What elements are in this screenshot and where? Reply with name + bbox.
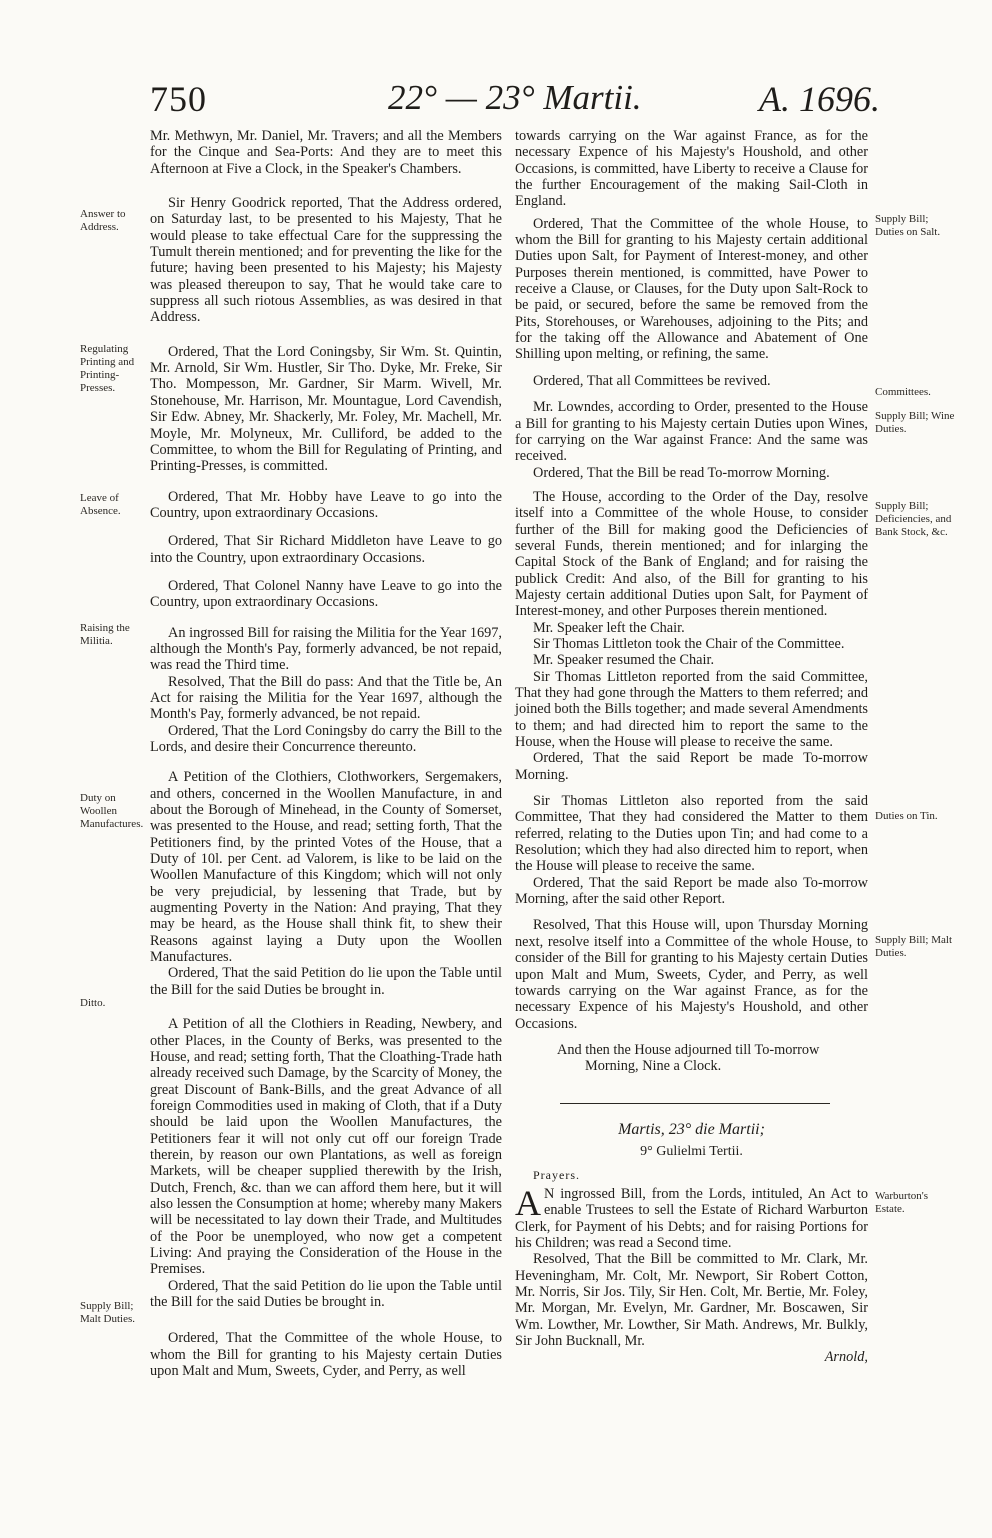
left-paragraph: Ordered, That the Committee of the whole House, to whom the Bill for granting to his Majesty certain Duties upon Malt and Mum, Sweets, Cyder, and Perry, as well	[150, 1330, 502, 1380]
left-paragraph: Ordered, That Colonel Nanny have Leave to go into the Country, upon extraordinary Occasions.	[150, 577, 502, 611]
margin-note-raising-militia: Raising the Militia.	[80, 622, 130, 647]
margin-note-duties-on-tin: Duties on Tin.	[875, 810, 938, 822]
right-paragraph: Ordered, That the Committee of the whole House, to whom the Bill for granting to his Majesty certain additional Duties upon Salt, for Payment of Interest-money, and other Purposes therein mentioned, is committed, have Power to receive a Clause, or Clauses, for the Duty upon Salt-Rock to be paid, or secured, before the same be removed from the Pits, Storehouses, or Warehouses, adjoining to the Pits; and for the taking off the Allowance and Abatement of One Shilling upon melting, or refining, the same.	[515, 215, 868, 363]
adjournment: And then the House adjourned till To-morrow Morning, Nine a Clock.	[557, 1041, 820, 1075]
right-column	[515, 128, 868, 1085]
margin-note-supply-bill-wine: Supply Bill; Wine Duties.	[875, 410, 955, 435]
right-paragraph: Mr. Speaker left the Chair.	[533, 619, 685, 636]
right-paragraph: Ordered, That all Committees be revived.	[533, 372, 771, 389]
right-paragraph: Sir Thomas Littleton also reported from the said Committee, That they had considered the Matter to them referred, relating to the Duties upon Tin; and had come to a Resolution; which they had also directed him to report, when the House will please to receive the same.	[515, 793, 868, 875]
left-paragraph: Mr. Methwyn, Mr. Daniel, Mr. Travers; and all the Members for the Cinque and Sea-Ports: And they are to meet this Afternoon at Five a Clock, in the Speaker's Chambers.	[150, 128, 502, 177]
left-paragraph: Ordered, That the Lord Coningsby, Sir Wm. St. Quintin, Mr. Arnold, Sir Wm. Hustler, Sir Tho. Dyke, Mr. Freke, Sir Tho. Mompesson, Mr. Gardner, Sir Marm. Wivell, Mr. Stonehouse, Mr. Harrison, Mr. Mountague, Lord Cavendish, Sir Edw. Abney, Mr. Shackerly, Mr. Foley, Mr. Machell, Mr. Moyle, Mr. Molyneux, Mr. Culliford, be added to the Committee, to whom the Bill for Regulating of Printing, and Printing-Presses, is committed.	[150, 343, 502, 475]
right-paragraph: Sir Thomas Littleton reported from the said Committee, That they had gone through the Matters to them referred; and joined both the Bills together; and made several Amendments to them; and had directed him to report the same to the House, when the House will please to receive the same.	[515, 668, 868, 751]
right-paragraph: Mr. Lowndes, according to Order, presented to the House a Bill for granting to his Majesty certain Duties upon Wines, for carrying on the War against France: And the same was received.	[515, 399, 868, 465]
new-day-paragraph: Resolved, That the Bill be committed to Mr. Clark, Mr. Heveningham, Mr. Colt, Mr. Newport, Sir Robert Cotton, Mr. Norris, Sir Jos. Tily, Sir Hen. Colt, Mr. Bertie, Mr. Foley, Mr. Morgan, Mr. Evelyn, Mr. Gardner, Mr. Boscawen, Sir Wm. Lowther, Mr. Lowther, Sir Math. Andrews, Mr. Bulkly, Sir John Bucknall, Mr.	[515, 1251, 868, 1350]
prayers-label: Prayers.	[533, 1168, 580, 1182]
left-paragraph: Ordered, That the said Petition do lie upon the Table until the Bill for the said Duties be brought in.	[150, 1277, 502, 1310]
margin-note-ditto: Ditto.	[80, 997, 106, 1009]
right-paragraph: The House, according to the Order of the Day, resolve itself into a Committee of the whole House, to consider further of the Bill for making good the Deficiencies of several Funds, therein mentioned; and for inlarging the Capital Stock of the Bank of England; and for raising the publick Credit: And also, of the Bill for granting to his Majesty certain additional Duties upon Salt, for Payment of Interest-money, and other Purposes therein mentioned.	[515, 488, 868, 620]
left-paragraph: A Petition of the Clothiers, Clothworkers, Sergemakers, and others, concerned in the Woollen Manufacture, in and about the Borough of Minehead, in the County of Somerset, was presented to the House, and read; setting forth, That the Petitioners find, by the printed Votes of the House, that a Duty of 10l. per Cent. ad Valorem, is like to be laid on the Woollen Manufacture of this Kingdom; which will not only be very prejudicial, by lessening that Trade, but by augmenting Poverty in the Nation: And praying, That they may be heard, as the House shall think fit, to shew their Reasons against laying a Duty upon the Woollen Manufactures.	[150, 769, 502, 966]
margin-note-warburton-estate: Warburton's Estate.	[875, 1190, 929, 1215]
margin-note-supply-bill-malt: Supply Bill; Malt Duties.	[80, 1300, 135, 1325]
section-rule	[560, 1103, 830, 1104]
right-paragraph: Ordered, That the Bill be read To-morrow Morning.	[533, 464, 830, 481]
left-paragraph: Ordered, That Mr. Hobby have Leave to go into the Country, upon extraordinary Occasions.	[150, 488, 502, 521]
catchword: Arnold,	[824, 1349, 868, 1366]
left-paragraph: Sir Henry Goodrick reported, That the Address ordered, on Saturday last, to be presented to his Majesty, That he would please to take effectual Care for the suppressing the Tumult therein mentioned; and for preventing the like for the future; having been presented to his Majesty; his Majesty was pleased thereupon to say, That he would take care to suppress all such riotous Assemblies, as was desired in that Address.	[150, 195, 502, 326]
header-year: A. 1696.	[759, 79, 880, 119]
margin-note-answer-to-address: Answer to Address.	[80, 208, 126, 233]
right-paragraph: towards carrying on the War against France, as for the necessary Expence of his Majesty's Houshold, and other Occasions, is committed, have Liberty to receive a Clause for the further Encouragement of the making Sail-Cloth in England.	[515, 128, 868, 210]
right-paragraph: Mr. Speaker resumed the Chair.	[533, 652, 715, 669]
left-paragraph: Ordered, That the said Petition do lie upon the Table until the Bill for the said Duties be brought in.	[150, 965, 502, 998]
margin-note-supply-bill-malt-right: Supply Bill; Malt Duties.	[875, 934, 953, 959]
margin-note-duty-on-woollen: Duty on Woollen Manufactures.	[80, 792, 144, 830]
page-number: 750	[150, 79, 207, 119]
new-day-body	[515, 1183, 868, 1366]
left-paragraph: A Petition of all the Clothiers in Reading, Newbery, and other Places, in the County of Berks, was presented to the House, and read; setting forth, That the Cloathing-Trade hath already received such Damage, by the Scarcity of Money, the great Discount of Bank-Bills, and the great Advance of all foreign Commodities used in making of Cloth, that if a Duty should be laid upon the Woollen Manufactures, the Petitioners fear it will not only cut off our foreign Trade therein, by reason our own Plantations, as well as foreign Markets, will be cheaper supplied therewith by the Irish, Dutch, French, &c. than we can afford them here, but it will also lessen the Consumption at home; whereby many Makers will be necessitated to lay down their Trade, and Multitudes of the Poor be unemployed, who now get a competent Living: And praying the Consideration of the House in the Premises.	[150, 1016, 502, 1278]
left-paragraph: An ingrossed Bill for raising the Militia for the Year 1697, although the Month's Pay, formerly advanced, be not repaid, was read the Third time.	[150, 624, 502, 674]
right-paragraph: Ordered, That the said Report be made also To-morrow Morning, after the said other Report.	[515, 874, 868, 908]
new-day-paragraph	[515, 1183, 868, 1252]
left-column	[150, 128, 502, 1379]
page-header	[150, 78, 880, 124]
drop-cap: A	[515, 1183, 541, 1223]
margin-note-leave-of-absence: Leave of Absence.	[80, 492, 121, 517]
right-paragraph: Resolved, That this House will, upon Thursday Morning next, resolve itself into a Committee of the whole House, to consider of the Bill for granting to his Majesty certain Duties upon Malt and Mum, Sweets, Cyder, and Perry, as well towards carrying on the War against France, as for the necessary Expence of his Majesty's Houshold, and other Occasions.	[515, 917, 868, 1032]
left-paragraph: Ordered, That the Lord Coningsby do carry the Bill to the Lords, and desire their Concurrence thereunto.	[150, 722, 502, 755]
header-dates: 22° — 23° Martii.	[388, 78, 642, 117]
right-paragraph: Ordered, That the said Report be made To-morrow Morning.	[515, 750, 868, 783]
left-paragraph: Ordered, That Sir Richard Middleton have Leave to go into the Country, upon extraordinary Occasions.	[150, 533, 502, 566]
day-heading: Martis, 23° die Martii;	[618, 1121, 765, 1138]
margin-note-regulating-printing: Regulating Printing and Printing-Presses.	[80, 343, 135, 394]
left-paragraph: Resolved, That the Bill do pass: And that the Title be, An Act for raising the Militia for the Year 1697, although the Month's Pay, formerly advanced, be not repaid.	[150, 673, 502, 723]
margin-note-supply-bill-deficiencies: Supply Bill; Deficiencies, and Bank Stock, &c.	[875, 500, 952, 538]
margin-note-supply-bill-salt: Supply Bill; Duties on Salt.	[875, 213, 941, 238]
new-day-paragraph-text: N ingrossed Bill, from the Lords, intituled, An Act to enable Trustees to sell the Estate of Richard Warburton Clerk, for Payment of his Debts; and for raising Portions for his Children; was read a Second time.	[515, 1186, 868, 1252]
margin-note-committees: Committees.	[875, 386, 931, 398]
right-paragraph: Sir Thomas Littleton took the Chair of the Committee.	[533, 635, 845, 652]
reign-line: 9° Gulielmi Tertii.	[640, 1144, 743, 1159]
